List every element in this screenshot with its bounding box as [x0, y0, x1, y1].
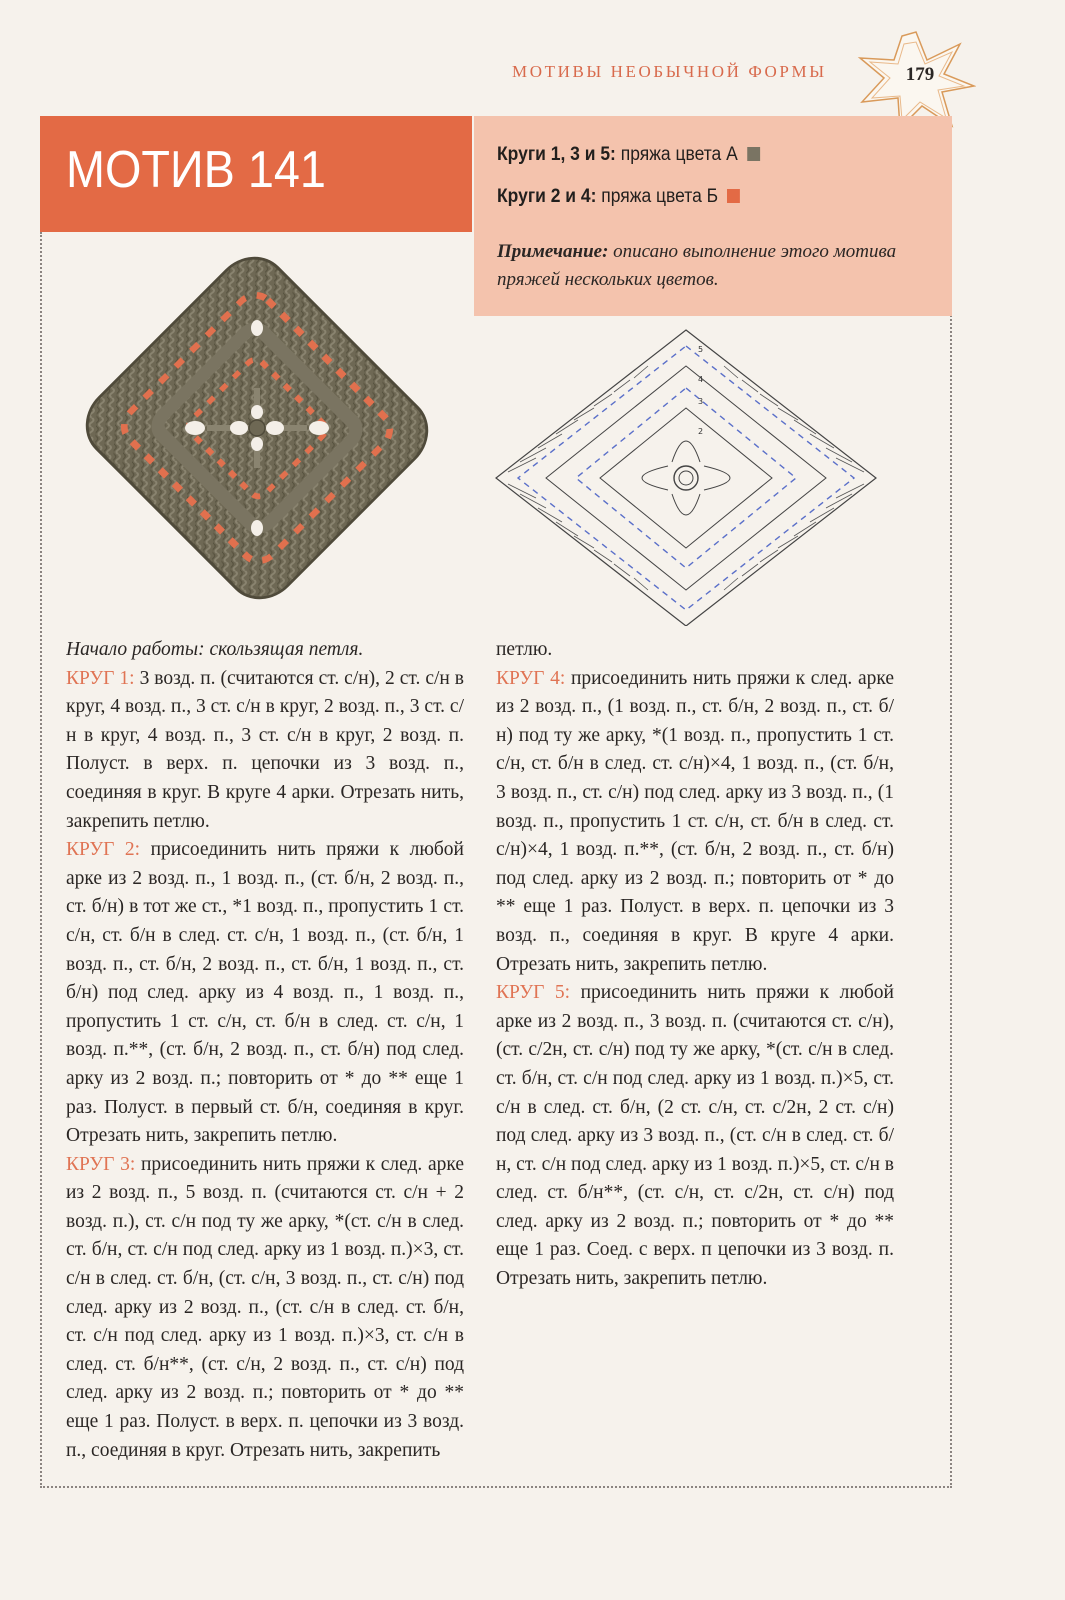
round-2-text: присоединить нить пряжи к любой арке из 2 возд. п., 1 возд. п., (ст. б/н, 2 возд. п., ст. б/н) в тот же ст., *1 возд. п., пропустить 1 ст. с/н, ст. б/н в след. ст. с/н, 1 возд. п., (ст. б/н, 1 возд. п., ст. б/н, 2 возд. п., ст. б/н, 1 возд. п., ст. б/н) под след. арку из 4 возд. п., 1 возд. п., пропустить 1 ст. с/н, ст. б/н в след. ст. с/н, 1 возд. п.**, (ст. б/н, 2 возд. п., ст. б/н) под след. арку из 2 возд. п.; повторить от * до ** еще 1 раз. Полуст. в первый ст. б/н, соединяя в круг. Отрезать нить, закрепить петлю. [66, 839, 464, 1147]
color-b-swatch-icon [727, 189, 740, 203]
round-4-text: присоединить нить пряжи к след. арке из 2 возд. п., (1 возд. п., ст. б/н, 2 возд. п., ст. б/н) под ту же арку, *(1 возд. п., пропустить 1 ст. с/н, ст. б/н в след. ст. с/н)×4, 1 возд. п., (ст. б/н, 3 возд. п., ст. с/н) под след. арку из 3 возд. п., (1 возд. п., пропустить 1 ст. с/н, ст. б/н в след. ст. с/н)×4, 1 возд. п.**, (ст. б/н, 2 возд. п., ст. б/н) под след. арку из 2 возд. п.; повторить от * до ** еще 1 раз. Полуст. в верх. п. цепочки из 3 возд. п., соединяя в круг. В круге 4 арки. Отрезать нить, закрепить петлю. [496, 667, 895, 975]
crochet-chart-diagram [492, 320, 892, 626]
round-3-label: КРУГ 3: [66, 1153, 136, 1175]
yarn-line-b-text: пряжа цвета Б [601, 186, 719, 207]
note-label: Примечание: [497, 241, 609, 262]
yarn-line-b-label: Круги 2 и 4: [497, 186, 597, 207]
running-head: МОТИВЫ НЕОБЫЧНОЙ ФОРМЫ [512, 62, 827, 81]
instructions-column-right [496, 636, 894, 1294]
yarn-line-b [497, 186, 740, 208]
page-frame-left [40, 232, 42, 1488]
round-1-text: 3 возд. п. (считаются ст. с/н), 2 ст. с/н в круг, 4 возд. п., 3 ст. с/н в круг, 2 возд. п., 3 ст. с/н в круг, 4 возд. п., 3 ст. с/н в круг, 2 возд. п. Полуст. в верх. п. цепочки из 3 возд. п., соединяя в круг. В круге 4 арки. Отрезать нить, закрепить петлю. [66, 667, 464, 832]
round-5-text: присоединить нить пряжи к любой арке из 2 возд. п., 3 возд. п. (считаются ст. с/н), (ст. с/2н, ст. с/н) под ту же арку, *(ст. с/н в след. ст. б/н, ст. с/н под след. арку из 1 возд. п.)×5, ст. с/н в след. ст. б/н, (2 ст. с/н, ст. с/2н, 2 ст. с/н) под след. арку из 3 возд. п., (ст. с/н в след. ст. б/н, ст. с/н под след. арку из 1 возд. п.)×5, ст. с/н в след. ст. б/н**, (ст. с/н, ст. с/2н, ст. с/н) под след. арку из 2 возд. п.; повторить от * до ** еще 1 раз. Соед. с верх. п цепочки из 3 возд. п. Отрезать нить, закрепить петлю. [496, 982, 894, 1290]
round-5-label: КРУГ 5: [496, 982, 571, 1004]
round-3-text-continued: петлю. [496, 639, 553, 660]
start-instruction: Начало работы: скользящая петля. [66, 639, 364, 660]
round-number-3: 3 [698, 397, 704, 406]
round-2-label: КРУГ 2: [66, 839, 141, 861]
round-3-text: присоединить нить пряжи к след. арке из 2 возд. п., 5 возд. п. (считаются ст. с/н + 2 возд. п.), ст. с/н под ту же арку, *(ст. с/н в след. ст. б/н, ст. с/н под след. арку из 1 возд. п.)×3, ст. с/н в след. ст. б/н, (ст. с/н, 3 возд. п., ст. с/н) под след. арку из 2 возд. п., (ст. с/н в след. ст. б/н, ст. с/н под след. арку из 1 возд. п.)×3, ст. с/н в след. ст. б/н**, (ст. с/н, 2 возд. п., ст. с/н) под след. арку из 2 возд. п.; повторить от * до ** еще 1 раз. Полуст. в верх. п. цепочки из 3 возд. п., соединяя в круг. Отрезать нить, закрепить [66, 1153, 464, 1461]
instructions-column-left [66, 636, 464, 1470]
motif-title: МОТИВ 141 [66, 141, 326, 199]
note [497, 238, 917, 294]
round-number-2: 2 [698, 427, 704, 436]
yarn-line-a [497, 144, 760, 166]
yarn-line-a-text: пряжа цвета А [620, 144, 738, 165]
page-number: 179 [905, 64, 935, 85]
round-number-4: 4 [698, 375, 704, 384]
note-text: описано выполнение этого мотива пряжей нескольких цветов. [497, 241, 897, 290]
round-1-label: КРУГ 1: [66, 667, 135, 689]
motif-photo [46, 246, 468, 610]
round-number-5: 5 [698, 345, 704, 354]
color-a-swatch-icon [747, 147, 760, 161]
yarn-line-a-label: Круги 1, 3 и 5: [497, 144, 616, 165]
round-4-label: КРУГ 4: [496, 667, 566, 689]
